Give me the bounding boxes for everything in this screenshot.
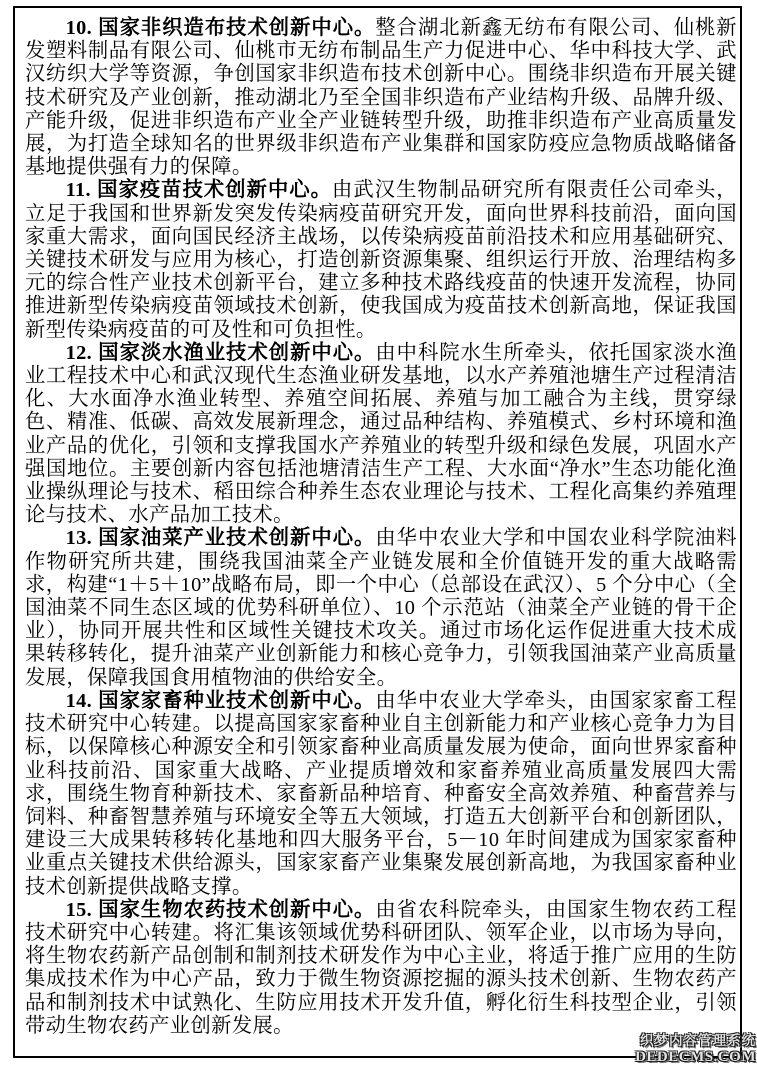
paragraph-12-number: 12. xyxy=(65,341,93,364)
watermark-text-domain: DEDECMS.COM xyxy=(635,1048,756,1065)
paragraph-15-number: 15. xyxy=(65,898,93,921)
paragraph-11-body: 由武汉生物制品研究所有限责任公司牵头，立足于我国和世界新发突发传染病疫苗研究开发，面向世界科技前沿，面向国家重大需求，面向国民经济主战场，以传染病疫苗前沿技术和应用基础研究、关键技术研发与应用为核心，打造创新资源集聚、组织运行开放、治理结构多元的综合性产业技术创新平台，建立多种技术路线疫苗的快速开发流程，协同推进新型传染病疫苗领域技术创新，使我国成为疫苗技术创新高地，保证我国新型传染病疫苗的可及性和可负担性。 xyxy=(25,179,737,341)
paragraph-13 xyxy=(25,527,737,689)
paragraph-11-title: 国家疫苗技术创新中心。 xyxy=(97,179,333,202)
paragraph-13-body: 由华中农业大学和中国农业科学院油料作物研究所共建，围绕我国油菜全产业链发展和全价值链开发的重大战略需求，构建“1＋5＋10”战略布局，即一个中心（总部设在武汉）、5 个分中心（全国油菜不同生态区域的优势科研单位）、10 个示范站（油菜全产业链的骨干企业），协同开展共性和区域性关键技术攻关。通过市场化运作促进重大技术成果转移转化，提升油菜产业创新能力和核心竞争力，引领我国油菜产业高质量发展，保障我国食用植物油的供给安全。 xyxy=(25,527,737,689)
paragraph-14-title: 国家家畜种业技术创新中心。 xyxy=(98,689,376,712)
paragraph-13-number: 13. xyxy=(65,527,93,550)
paragraph-12-title: 国家淡水渔业技术创新中心。 xyxy=(98,341,376,364)
paragraph-11-number: 11. xyxy=(65,179,92,202)
dedecms-watermark xyxy=(635,1033,756,1066)
paragraph-15-title: 国家生物农药技术创新中心。 xyxy=(98,898,376,921)
paragraph-13-heading xyxy=(66,527,376,549)
paragraph-13-title: 国家油菜产业技术创新中心。 xyxy=(98,527,376,550)
paragraph-10-body: 整合湖北新鑫无纺布有限公司、仙桃新发塑料制品有限公司、仙桃市无纺布制品生产力促进中心、华中科技大学、武汉纺织大学等资源，争创国家非织造布技术创新中心。围绕非织造布开展关键技术研究及产业创新，推动湖北乃至全国非织造布产业结构升级、品牌升级、产能升级，促进非织造布产业全产业链转型升级，助推非织造布产业高质量发展，为打造全球知名的世界级非织造布产业集群和国家防疫应急物质战略储备基地提供强有力的保障。 xyxy=(25,17,737,179)
paragraph-10-number: 10. xyxy=(65,17,93,39)
paragraph-14-heading xyxy=(66,690,376,712)
paragraph-15-body: 由省农科院牵头，由国家生物农药工程技术研究中心转建。将汇集该领域优势科研团队、领军企业，以市场为导向，将生物农药新产品创制和制剂技术研发作为中心主业，将适于推广应用的生防集成技术作为中心产品，致力于微生物资源挖掘的源头技术创新、生物农药产品和制剂技术中试熟化、生防应用技术开发升值，孵化衍生科技型企业，引领带动生物农药产业创新发展。 xyxy=(25,898,737,1037)
paragraph-10 xyxy=(25,17,737,179)
watermark-text-cn: 织梦内容管理系统 xyxy=(640,1033,756,1049)
paragraph-11-heading xyxy=(66,179,332,201)
paragraph-12 xyxy=(25,342,737,528)
paragraph-12-body: 由中科院水生所牵头，依托国家淡水渔业工程技术中心和武汉现代生态渔业研发基地，以水产养殖池塘生产过程清洁化、大水面净水渔业转型、养殖空间拓展、养殖与加工融合为主线，贯穿绿色、精准、低碳、高效发展新理念，通过品种结构、养殖模式、乡村环境和渔业产品的优化，引领和支撑我国水产养殖业的转型升级和绿色发展，巩固水产强国地位。主要创新内容包括池塘清洁生产工程、大水面“净水”生态功能化渔业操纵理论与技术、稻田综合种养生态农业理论与技术、工程化高集约养殖理论与技术、水产品加工技术。 xyxy=(25,341,737,527)
paragraph-14 xyxy=(25,690,737,899)
paragraph-10-title: 国家非织造布技术创新中心。 xyxy=(98,17,376,39)
paragraph-15-heading xyxy=(66,899,376,921)
paragraph-11 xyxy=(25,179,737,341)
paragraph-14-number: 14. xyxy=(65,689,93,712)
paragraph-10-heading xyxy=(66,17,376,39)
paragraph-14-body: 由华中农业大学牵头，由国家家畜工程技术研究中心转建。以提高国家家畜种业自主创新能力和产业核心竞争力为目标，以保障核心种源安全和引领家畜种业高质量发展为使命，面向世界家畜种业科技前沿、国家重大战略、产业提质增效和家畜养殖业高质量发展四大需求，围绕生物育种新技术、家畜新品种培育、种畜安全高效养殖、种畜营养与饲料、种畜智慧养殖与环境安全等五大领域，打造五大创新平台和创新团队，建设三大成果转移转化基地和四大服务平台，5－10 年时间建成为国家家畜种业重点关键技术供给源头，国家家畜产业集聚发展创新高地，为我国家畜种业技术创新提供战略支撑。 xyxy=(25,689,737,898)
paragraph-12-heading xyxy=(66,342,376,364)
paragraph-15 xyxy=(25,899,737,1038)
document-content xyxy=(25,17,737,1038)
